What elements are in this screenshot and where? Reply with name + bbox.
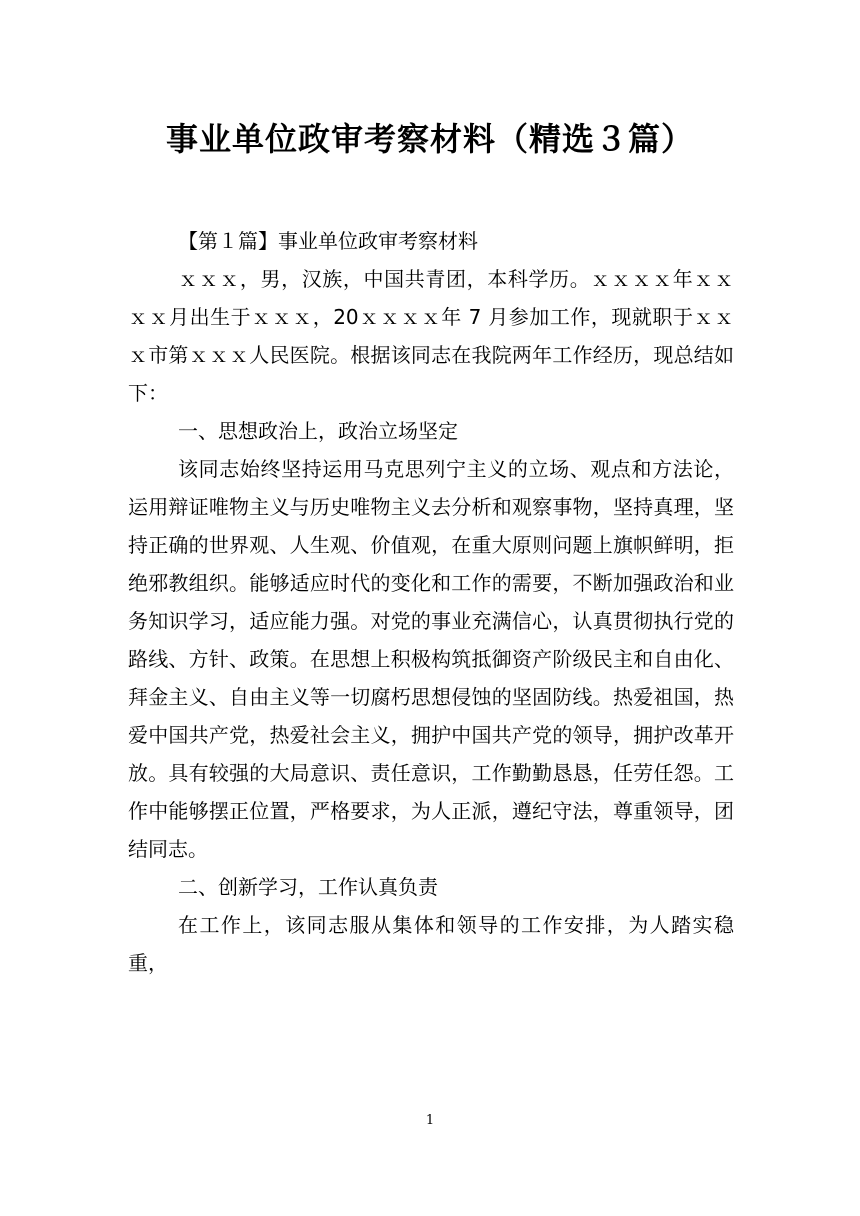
page-number: 1 xyxy=(425,1113,435,1128)
document-title: 事业单位政审考察材料（精选３篇） xyxy=(165,120,694,158)
paragraph-intro: ｘｘｘ，男，汉族，中国共青团，本科学历。ｘｘｘｘ年ｘｘｘｘ月出生于ｘｘｘ，20ｘｘｘｘ年 7 月参加工作，现就职于ｘｘｘ市第ｘｘｘ人民医院。根据该同志在我院两年工作经历，现总结如下： xyxy=(128,267,734,405)
subheading-political: 一、思想政治上，政治立场坚定 xyxy=(178,419,458,443)
paragraph-work: 在工作上，该同志服从集体和领导的工作安排，为人踏实稳重， xyxy=(128,913,734,975)
paragraph-political: 该同志始终坚持运用马克思列宁主义的立场、观点和方法论，运用辩证唯物主义与历史唯物主义去分析和观察事物，坚持真理，坚持正确的世界观、人生观、价值观，在重大原则问题上旗帜鲜明，拒绝邪教组织。能够适应时代的变化和工作的需要，不断加强政治和业务知识学习，适应能力强。对党的事业充满信心，认真贯彻执行党的路线、方针、政策。在思想上积极构筑抵御资产阶级民主和自由化、拜金主义、自由主义等一切腐朽思想侵蚀的坚固防线。热爱祖国，热爱中国共产党，热爱社会主义，拥护中国共产党的领导，拥护改革开放。具有较强的大局意识、责任意识，工作勤勤恳恳，任劳任怨。工作中能够摆正位置，严格要求，为人正派，遵纪守法，尊重领导，团结同志。 xyxy=(128,457,734,861)
subheading-work: 二、创新学习，工作认真负责 xyxy=(178,875,438,899)
document-body xyxy=(128,222,734,982)
section-heading: 【第１篇】事业单位政审考察材料 xyxy=(178,229,478,253)
